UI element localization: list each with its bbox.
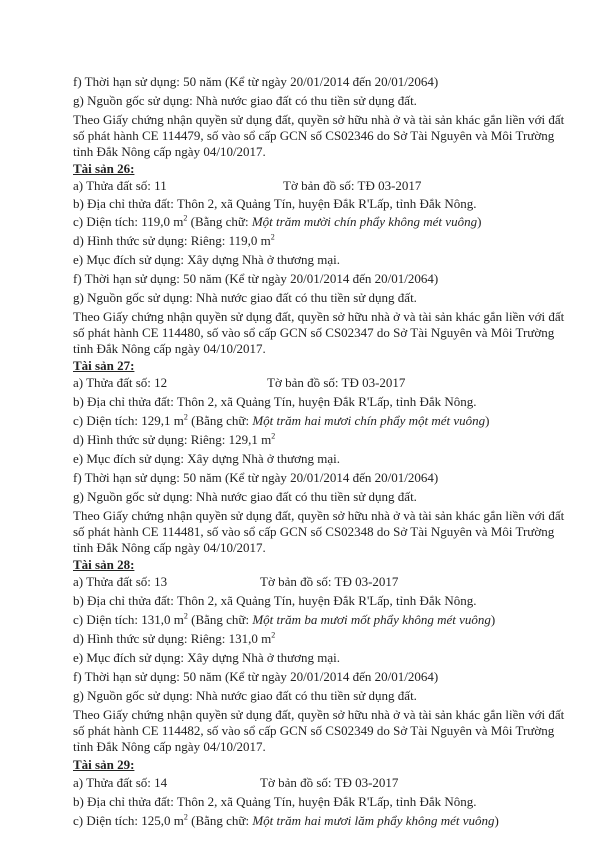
asset-26-c: c) Diện tích: 119,0 $m^2$ (Bằng chữ: Một trăm mười chín phẩy không mét vuông) bbox=[73, 213, 482, 229]
asset-26-cert-2: số phát hành CE 114480, số vào sổ cấp GCN số CS02347 do Sở Tài Nguyên và Môi Trường bbox=[73, 325, 555, 340]
asset-26-cert-3: tỉnh Đắk Nông cấp ngày 04/10/2017. bbox=[73, 341, 266, 356]
asset-29-map: Tờ bản đồ số: TĐ 03-2017 bbox=[260, 775, 399, 790]
top-f-term: f) Thời hạn sử dụng: 50 năm (Kể từ ngày 20/01/2014 đến 20/01/2064) bbox=[73, 74, 439, 89]
top-g-origin: g) Nguồn gốc sử dụng: Nhà nước giao đất có thu tiền sử dụng đất. bbox=[73, 93, 417, 108]
asset-27-a: a) Thửa đất số: 12 bbox=[73, 375, 168, 390]
asset-28-d: d) Hình thức sử dụng: Riêng: 131,0 $m^2$ bbox=[73, 630, 276, 646]
top-cert-line-2: số phát hành CE 114479, số vào sổ cấp GCN số CS02346 do Sở Tài Nguyên và Môi Trường bbox=[73, 128, 555, 143]
top-cert-line-3: tỉnh Đắk Nông cấp ngày 04/10/2017. bbox=[73, 144, 266, 159]
asset-26-heading: Tài sản 26: bbox=[73, 161, 135, 176]
asset-27-d: d) Hình thức sử dụng: Riêng: 129,1 $m^2$ bbox=[73, 431, 276, 447]
asset-27-cert-2: số phát hành CE 114481, số vào sổ cấp GCN số CS02348 do Sở Tài Nguyên và Môi Trường bbox=[73, 524, 555, 539]
asset-27-e: e) Mục đích sử dụng: Xây dựng Nhà ở thương mại. bbox=[73, 451, 341, 466]
asset-26-g: g) Nguồn gốc sử dụng: Nhà nước giao đất có thu tiền sử dụng đất. bbox=[73, 290, 417, 305]
asset-28-b: b) Địa chỉ thửa đất: Thôn 2, xã Quảng Tín, huyện Đắk R'Lấp, tỉnh Đắk Nông. bbox=[73, 593, 477, 608]
asset-26-a: a) Thửa đất số: 11 bbox=[73, 178, 167, 193]
asset-28-g: g) Nguồn gốc sử dụng: Nhà nước giao đất có thu tiền sử dụng đất. bbox=[73, 688, 417, 703]
asset-26-d: d) Hình thức sử dụng: Riêng: 119,0 $m^2$ bbox=[73, 232, 275, 248]
asset-29-c: c) Diện tích: 125,0 $m^2$ (Bằng chữ: Một trăm hai mươi lăm phẩy không mét vuông) bbox=[73, 812, 499, 828]
asset-28-e: e) Mục đích sử dụng: Xây dựng Nhà ở thương mại. bbox=[73, 650, 341, 665]
asset-27-cert-3: tỉnh Đắk Nông cấp ngày 04/10/2017. bbox=[73, 540, 266, 555]
asset-28-cert-3: tỉnh Đắk Nông cấp ngày 04/10/2017. bbox=[73, 739, 266, 754]
asset-27-g: g) Nguồn gốc sử dụng: Nhà nước giao đất có thu tiền sử dụng đất. bbox=[73, 489, 417, 504]
asset-28-heading: Tài sản 28: bbox=[73, 557, 135, 572]
asset-28-map: Tờ bản đồ số: TĐ 03-2017 bbox=[260, 574, 399, 589]
asset-27-map: Tờ bản đồ số: TĐ 03-2017 bbox=[267, 375, 406, 390]
asset-28-a: a) Thửa đất số: 13 bbox=[73, 574, 168, 589]
asset-26-b: b) Địa chỉ thửa đất: Thôn 2, xã Quảng Tín, huyện Đắk R'Lấp, tỉnh Đắk Nông. bbox=[73, 196, 477, 211]
asset-27-b: b) Địa chỉ thửa đất: Thôn 2, xã Quảng Tín, huyện Đắk R'Lấp, tỉnh Đắk Nông. bbox=[73, 394, 477, 409]
asset-28-f: f) Thời hạn sử dụng: 50 năm (Kể từ ngày 20/01/2014 đến 20/01/2064) bbox=[73, 669, 439, 684]
asset-28-cert-2: số phát hành CE 114482, số vào sổ cấp GCN số CS02349 do Sở Tài Nguyên và Môi Trường bbox=[73, 723, 555, 738]
asset-28-c: c) Diện tích: 131,0 $m^2$ (Bằng chữ: Một trăm ba mươi mốt phẩy không mét vuông) bbox=[73, 611, 496, 627]
asset-29-heading: Tài sản 29: bbox=[73, 757, 135, 772]
asset-28-cert-1: Theo Giấy chứng nhận quyền sử dụng đất, quyền sở hữu nhà ở và tài sản khác gắn liền với đất bbox=[73, 707, 565, 722]
asset-26-e: e) Mục đích sử dụng: Xây dựng Nhà ở thương mại. bbox=[73, 252, 341, 267]
asset-27-heading: Tài sản 27: bbox=[73, 358, 135, 373]
asset-26-cert-1: Theo Giấy chứng nhận quyền sử dụng đất, quyền sở hữu nhà ở và tài sản khác gắn liền với đất bbox=[73, 309, 565, 324]
asset-26-map: Tờ bản đồ số: TĐ 03-2017 bbox=[283, 178, 422, 193]
asset-29-a: a) Thửa đất số: 14 bbox=[73, 775, 168, 790]
asset-26-f: f) Thời hạn sử dụng: 50 năm (Kể từ ngày 20/01/2014 đến 20/01/2064) bbox=[73, 271, 439, 286]
asset-27-cert-1: Theo Giấy chứng nhận quyền sử dụng đất, quyền sở hữu nhà ở và tài sản khác gắn liền với đất bbox=[73, 508, 565, 523]
asset-29-b: b) Địa chỉ thửa đất: Thôn 2, xã Quảng Tín, huyện Đắk R'Lấp, tỉnh Đắk Nông. bbox=[73, 794, 477, 809]
asset-27-c: c) Diện tích: 129,1 $m^2$ (Bằng chữ: Một trăm hai mươi chín phẩy một mét vuông) bbox=[73, 412, 490, 428]
asset-27-f: f) Thời hạn sử dụng: 50 năm (Kể từ ngày 20/01/2014 đến 20/01/2064) bbox=[73, 470, 439, 485]
top-cert-line-1: Theo Giấy chứng nhận quyền sử dụng đất, quyền sở hữu nhà ở và tài sản khác gắn liền với đất bbox=[73, 112, 565, 127]
